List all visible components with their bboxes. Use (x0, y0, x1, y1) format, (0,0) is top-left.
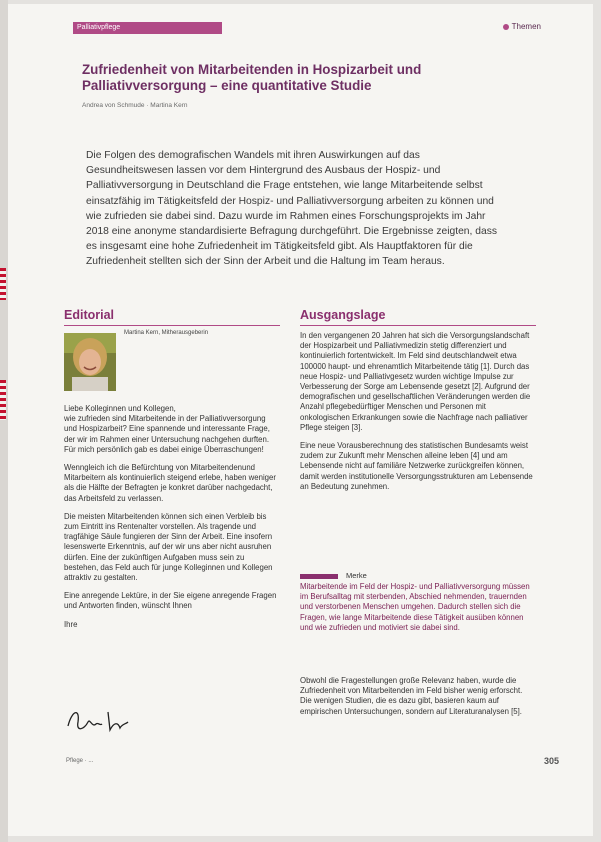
page-number: 305 (544, 756, 560, 766)
ausgangslage-paragraph: Eine neue Vorausberechnung des statistischen Bundesamts weist zudem zur Zukunft mehr Menschen alleine leben [4] und am Lebensende nicht auf familiäre Netzwerke zurückgreifen können, damit werden institutionelle Versorgungsstrukturen am Lebensende an Bedeutung zunehmen. (300, 441, 533, 491)
ausgangslage-heading: Ausgangslage (300, 308, 386, 322)
page-gutter (0, 0, 8, 842)
ausgangslage-paragraph: Obwohl die Fragestellungen große Relevanz haben, wurde die Zufriedenheit von Mitarbeitenden im Feld bisher wenig erforscht. Die wenigen Studien, die es dazu gibt, basieren kaum auf empirischen Untersuchungen, sondern auf Literaturanalysen [5]. (300, 676, 523, 716)
editorial-body (64, 404, 280, 638)
merke-label: Merke (346, 571, 367, 580)
article-title: Zufriedenheit von Mitarbeitenden in Hospizarbeit und Palliativversorgung – eine quantitative Studie (82, 62, 422, 93)
editorial-closing: Ihre (64, 619, 78, 629)
editorial-paragraph: Eine anregende Lektüre, in der Sie eigene anregende Fragen und Antworten finden, wünscht Ihnen (64, 591, 277, 611)
category-text: Themen (511, 22, 541, 31)
page-edge-mark (0, 380, 6, 420)
article-abstract: Die Folgen des demografischen Wandels mit ihren Auswirkungen auf das Gesundheitswesen lassen vor dem Hintergrund des Ausbaus der Hospiz- und Palliativversorgung in Deutschland die Frage entstehen, wie lange Mitarbeitende selbst einsatzfähig im Tätigkeitsfeld der Hospiz- und Palliativversorgung arbeiten zu können und wie zufrieden sie dabei sind. Dazu wurde im Rahmen eines Forschungsprojekts im Jahr 2018 eine anonyme standardisierte Befragung durchgeführt. Die Ergebnisse zeigten, dass es insgesamt eine hohe Zufriedenheit im Tätigkeitsfeld gibt. Als Hauptfaktoren für die Zufriedenheit stellten sich der Sinn der Arbeit und die Haltung im Team heraus. (86, 150, 497, 268)
photo-caption: Martina Kern, Mitherausgeberin (124, 330, 209, 336)
editorial-paragraph: Liebe Kolleginnen und Kollegen, wie zufrieden sind Mitarbeitende in der Palliativversorgung und Hospizarbeit? Eine spannende und interessante Frage, der wir im Rahmen einer Untersuchung nachgehen durften. Für mich persönlich gab es dabei einige Überraschungen! (64, 404, 270, 454)
signature-image (64, 700, 134, 745)
page-edge-mark (0, 268, 6, 300)
ausgangslage-divider (300, 325, 536, 326)
editorial-paragraph: Wenngleich ich die Befürchtung von Mitarbeitendenund Mitarbeitern als kontinuierlich steigend erlebe, haben weniger als die Hälfte der Befragten je konkret darüber nachgedacht, das Arbeitsfeld zu verlassen. (64, 463, 276, 503)
author-photo (64, 333, 116, 391)
merke-marker (300, 574, 338, 579)
category-label (503, 22, 541, 31)
category-marker-icon (503, 24, 509, 30)
journal-footer: Pflege · ... (66, 758, 94, 764)
ausgangslage-continuation (300, 676, 536, 725)
editorial-divider (64, 325, 280, 326)
section-tag: Palliativpflege (73, 22, 222, 34)
merke-box-text: Mitarbeitende im Feld der Hospiz- und Palliativversorgung müssen im Berufsalltag mit sterbenden, Abschied nehmenden, trauernden und verstorbenen Menschen umgehen. Dadurch stellen sich die Fragen, wie lange Mitarbeitende diese Tätigkeit ausüben können und wie zufrieden und motiviert sie dabei sind. (300, 582, 530, 632)
ausgangslage-body (300, 331, 536, 500)
ausgangslage-paragraph: In den vergangenen 20 Jahren hat sich die Versorgungslandschaft der Hospizarbeit und Palliativmedizin stetig differenziert und kontinuierlich fortentwickelt. Im Feld sind deutschlandweit etwa 100000 haupt- und ehrenamtlich Mitarbeitende tätig [1]. Durch das neue Hospiz- und Palliativgesetz wurden wichtige Impulse zur Verbesserung der Sorge am Lebensende gesetzt [2]. Aufgrund der demografischen und gesellschaftlichen Veränderungen werden die Anzahl pflegebedürftiger Menschen und Personen mit onkologischen Erkrankungen sowie die Nachfrage nach palliativer Pflege steigen [3]. (300, 331, 531, 432)
editorial-paragraph: Die meisten Mitarbeitenden können sich einen Verbleib bis zum Eintritt ins Rentenalter vorstellen. Als tragende und tragfähige Säule fungieren der Sinn der Arbeit. Eine insofern lesenswerte Erkenntnis, auf der wir uns aber nicht ausruhen dürfen. Eine der zukünftigen Aufgaben muss sein zu bestehen, das Feld auch für junge Kolleginnen und Kollegen attraktiv zu gestalten. (64, 511, 273, 583)
article-authors: Andrea von Schmude · Martina Kern (82, 102, 188, 109)
editorial-heading: Editorial (64, 308, 115, 322)
